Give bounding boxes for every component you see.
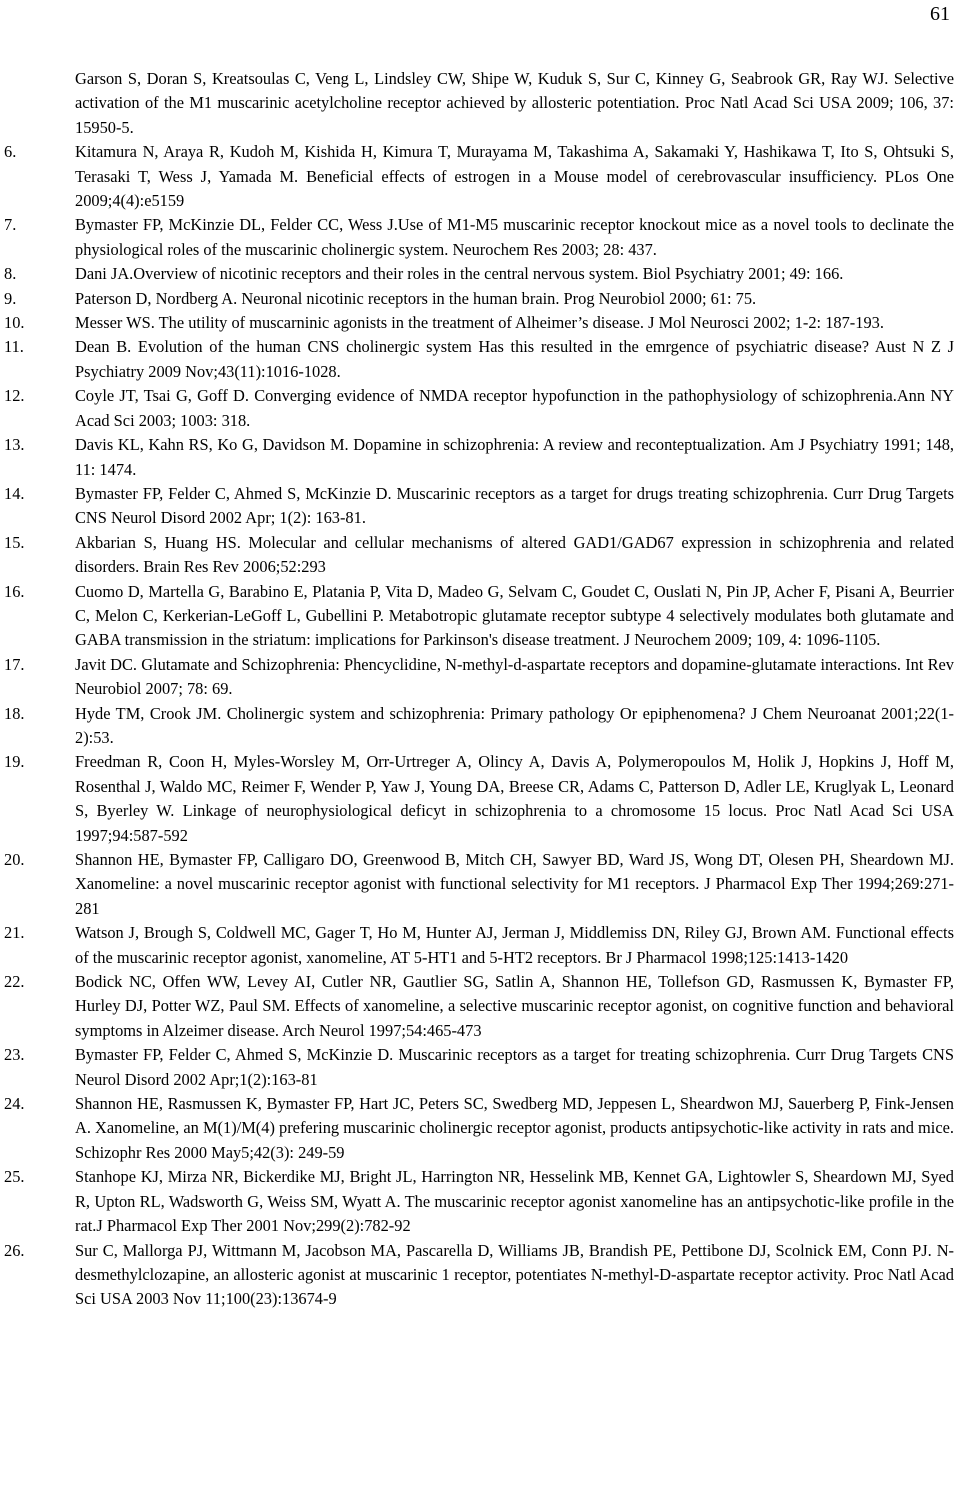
reference-item: [0, 921, 960, 970]
reference-text: Paterson D, Nordberg A. Neuronal nicotinic receptors in the human brain. Prog Neurobiol 2000; 61: 75.: [75, 288, 757, 308]
reference-text: Sur C, Mallorga PJ, Wittmann M, Jacobson MA, Pascarella D, Williams JB, Brandish PE, Pettibone DJ, Scolnick EM, Conn PJ. N-desmethylclozapine, an allosteric agonist at muscarinic 1 receptor, potentiates N-methyl-D-aspartate receptor activity. Proc Natl Acad Sci USA 2003 Nov 11;100(23):13674-9: [75, 1240, 954, 1309]
reference-text: Coyle JT, Tsai G, Goff D. Converging evidence of NMDA receptor hypofunction in the pathophysiology of schizophrenia.Ann NY Acad Sci 2003; 1003: 318.: [75, 386, 954, 430]
reference-text: Messer WS. The utility of muscarninic agonists in the treatment of Alheimer’s disease. J Mol Neurosci 2002; 1-2: 187-193.: [75, 313, 884, 333]
reference-text: Shannon HE, Bymaster FP, Calligaro DO, Greenwood B, Mitch CH, Sawyer BD, Ward JS, Wong DT, Olesen PH, Sheardown MJ. Xanomeline: a novel muscarinic receptor agonist with functional selectivity for M1 receptors. J Pharmacol Exp Ther 1994;269:271-281: [75, 850, 954, 918]
reference-number: 19.: [4, 752, 25, 772]
reference-number: 22.: [4, 972, 25, 992]
reference-item: [0, 1043, 960, 1092]
reference-text: Bymaster FP, Felder C, Ahmed S, McKinzie D. Muscarinic receptors as a target for drugs treating schizophrenia. Curr Drug Targets CNS Neurol Disord 2002 Apr; 1(2): 163-81.: [75, 483, 954, 528]
reference-item: [0, 750, 960, 848]
reference-number: 17.: [4, 654, 25, 674]
page-number: 61: [930, 3, 950, 25]
reference-text: Dani JA.Overview of nicotinic receptors and their roles in the central nervous system. Biol Psychiatry 2001; 49: 166.: [75, 264, 844, 284]
reference-number: 7.: [4, 215, 17, 235]
reference-item: [0, 384, 960, 433]
reference-item: [0, 1165, 960, 1238]
reference-item: [0, 311, 960, 335]
reference-item: [0, 653, 960, 702]
reference-item: [0, 702, 960, 751]
reference-text: Shannon HE, Rasmussen K, Bymaster FP, Hart JC, Peters SC, Swedberg MD, Jeppesen L, Sheardwon MJ, Sauerberg P, Fink-Jensen A. Xanomeline, an M(1)/M(4) prefering muscarinic cholinergic receptor agonist, products antipsychotic-like activity in rats and mice. Schizophr Res 2000 May5;42(3): 249-59: [75, 1094, 954, 1162]
reference-item: [0, 67, 960, 140]
reference-item: [0, 335, 960, 384]
reference-text: Javit DC. Glutamate and Schizophrenia: Phencyclidine, N-methyl-d-aspartate receptors and dopamine-glutamate interactions. Int Rev Neurobiol 2007; 78: 69.: [75, 654, 954, 699]
reference-number: 12.: [4, 386, 25, 406]
reference-item: [0, 213, 960, 262]
reference-text: Watson J, Brough S, Coldwell MC, Gager T, Ho M, Hunter AJ, Jerman J, Middlemiss DN, Riley GJ, Brown AM. Functional effects of the muscarinic receptor agonist, xanomeline, AT 5-HT1 and 5-HT2 receptors. Br J Pharmacol 1998;125:1413-1420: [75, 923, 954, 967]
reference-number: 6.: [4, 142, 17, 162]
reference-item: [0, 1239, 960, 1312]
reference-number: 14.: [4, 483, 25, 503]
reference-text: Kitamura N, Araya R, Kudoh M, Kishida H, Kimura T, Murayama M, Takashima A, Sakamaki Y, Hashikawa T, Ito S, Ohtsuki S, Terasaki T, Wess J, Yamada M. Beneficial effects of estrogen in a Mouse model of cerebrovascular insufficiency. PLos One 2009;4(4):e5159: [75, 142, 954, 211]
reference-number: 18.: [4, 703, 25, 723]
reference-text: Davis KL, Kahn RS, Ko G, Davidson M. Dopamine in schizophrenia: A review and reconteptualization. Am J Psychiatry 1991; 148, 11: 1474.: [75, 435, 954, 479]
reference-number: 13.: [4, 435, 25, 455]
reference-number: 25.: [4, 1167, 25, 1187]
reference-number: 15.: [4, 532, 25, 552]
reference-item: [0, 287, 960, 311]
reference-text: Cuomo D, Martella G, Barabino E, Platania P, Vita D, Madeo G, Selvam C, Goudet C, Ouslati N, Pin JP, Acher F, Pisani A, Beurrier C, Melon C, Kerkerian-LeGoff L, Gubellini P. Metabotropic glutamate receptor subtype 4 selectively modulates both glutamate and GABA transmission in the striatum: implications for Parkinson's disease treatment. J Neurochem 2009; 109, 4: 1096-1105.: [75, 581, 954, 650]
reference-item: [0, 433, 960, 482]
reference-number: 23.: [4, 1045, 25, 1065]
reference-text: Stanhope KJ, Mirza NR, Bickerdike MJ, Bright JL, Harrington NR, Hesselink MB, Kennet GA, Lightowler S, Sheardown MJ, Syed R, Upton RL, Wadsworth G, Weiss SM, Wyatt A. The muscarinic receptor agonist xanomeline has an antipsychotic-like profile in the rat.J Pharmacol Exp Ther 2001 Nov;299(2):782-92: [75, 1167, 954, 1236]
reference-number: 11.: [4, 337, 24, 357]
reference-text: Hyde TM, Crook JM. Cholinergic system and schizophrenia: Primary pathology Or epiphenomena? J Chem Neuroanat 2001;22(1-2):53.: [75, 703, 954, 747]
reference-text: Bymaster FP, Felder C, Ahmed S, McKinzie D. Muscarinic receptors as a target for treating schizophrenia. Curr Drug Targets CNS Neurol Disord 2002 Apr;1(2):163-81: [75, 1045, 954, 1089]
reference-item: [0, 1092, 960, 1165]
reference-number: 9.: [4, 288, 17, 308]
reference-text: Dean B. Evolution of the human CNS cholinergic system Has this resulted in the emrgence of psychiatric disease? Aust N Z J Psychiatry 2009 Nov;43(11):1016-1028.: [75, 337, 954, 381]
reference-number: 21.: [4, 923, 25, 943]
reference-item: [0, 580, 960, 653]
reference-text: Freedman R, Coon H, Myles-Worsley M, Orr-Urtreger A, Olincy A, Davis A, Polymeropoulos M, Holik J, Hopkins J, Hoff M, Rosenthal J, Waldo MC, Reimer F, Wender P, Yaw J, Young DA, Breese CR, Adams C, Patterson D, Adler LE, Kruglyak L, Leonard S, Byerley W. Linkage of neurophysiological deficyt in schizophrenia to a chromosome 15 locus. Proc Natl Acad Sci USA 1997;94:587-592: [75, 752, 954, 845]
reference-text: Bodick NC, Offen WW, Levey AI, Cutler NR, Gautlier SG, Satlin A, Shannon HE, Tollefson GD, Rasmussen K, Bymaster FP, Hurley DJ, Potter WZ, Paul SM. Effects of xanomeline, a selective muscarinic receptor agonist, on cognitive function and behavioral symptoms in Alzeimer disease. Arch Neurol 1997;54:465-473: [75, 972, 954, 1040]
reference-item: [0, 482, 960, 531]
reference-item: [0, 140, 960, 213]
reference-number: 8.: [4, 264, 17, 284]
reference-number: 26.: [4, 1240, 25, 1260]
reference-text: Garson S, Doran S, Kreatsoulas C, Veng L, Lindsley CW, Shipe W, Kuduk S, Sur C, Kinney G, Seabrook GR, Ray WJ. Selective activation of the M1 muscarinic acetylcholine receptor achieved by allosteric potentiation. Proc Natl Acad Sci USA 2009; 106, 37: 15950-5.: [75, 69, 954, 137]
reference-text: Akbarian S, Huang HS. Molecular and cellular mechanisms of altered GAD1/GAD67 expression in schizophrenia and related disorders. Brain Res Rev 2006;52:293: [75, 532, 954, 577]
reference-list: [0, 67, 960, 1312]
reference-number: 24.: [4, 1094, 25, 1114]
reference-item: [0, 531, 960, 580]
reference-item: [0, 970, 960, 1043]
reference-number: 20.: [4, 850, 25, 869]
reference-text: Bymaster FP, McKinzie DL, Felder CC, Wess J.Use of M1-M5 muscarinic receptor knockout mice as a novel tools to declinate the physiological roles of the muscarinic cholinergic system. Neurochem Res 2003; 28: 437.: [75, 215, 954, 259]
reference-number: 16.: [4, 581, 25, 601]
reference-number: 10.: [4, 313, 25, 333]
reference-item: [0, 848, 960, 921]
reference-item: [0, 262, 960, 286]
